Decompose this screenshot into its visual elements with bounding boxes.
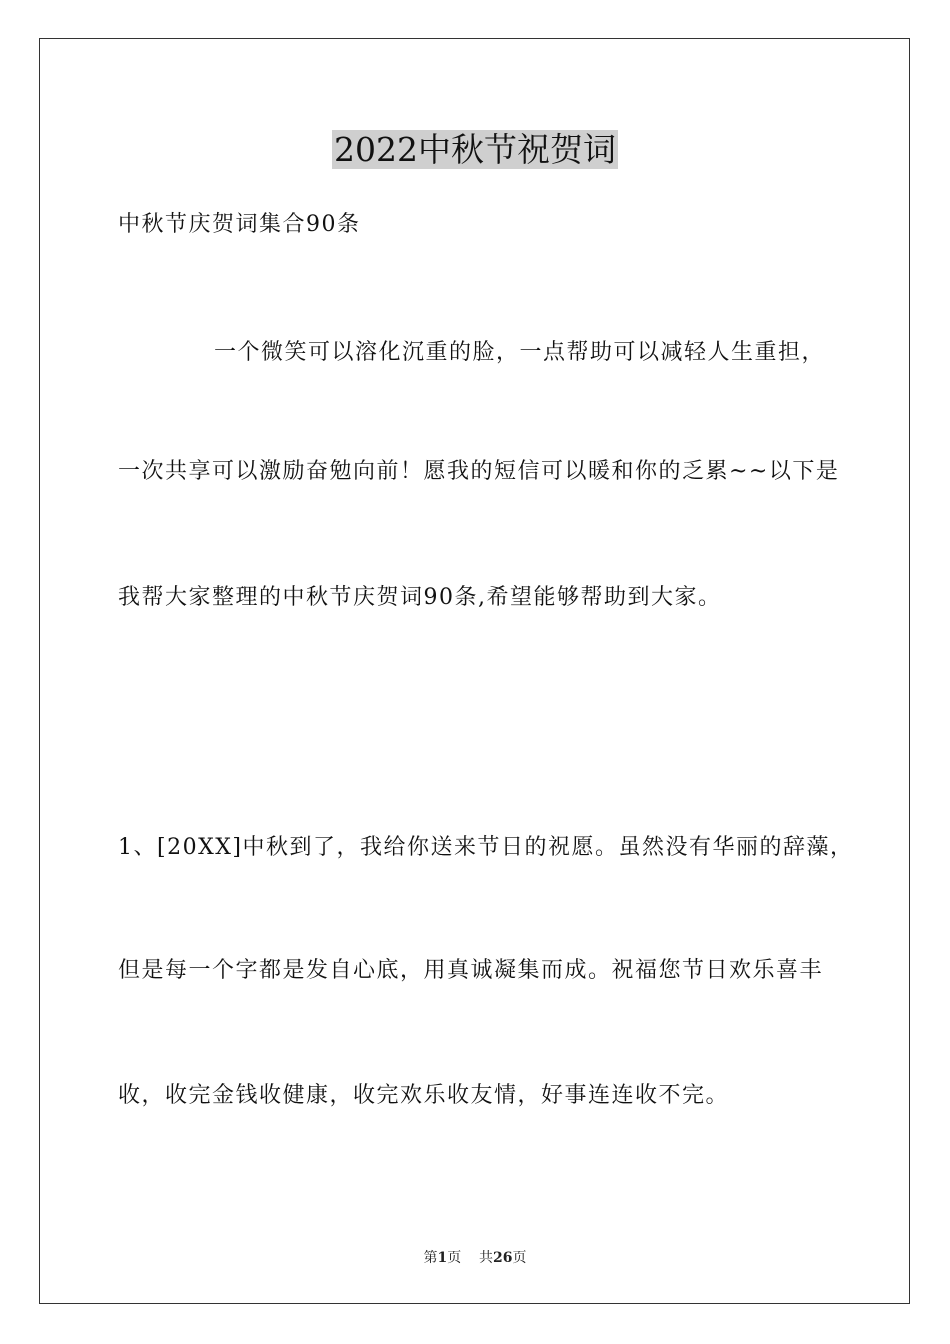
item-1-line-2: 但是每一个字都是发自心底，用真诚凝集而成。祝福您节日欢乐喜丰 xyxy=(118,958,824,983)
intro-line-1: 一个微笑可以溶化沉重的脸，一点帮助可以减轻人生重担， xyxy=(214,340,826,365)
document-subtitle: 中秋节庆贺词集合90条 xyxy=(118,212,361,237)
total-pages: 26 xyxy=(493,1250,513,1266)
title-text: 2022中秋节祝贺词 xyxy=(334,130,616,169)
page-prefix: 第 xyxy=(423,1250,438,1266)
item-1-line-1: 1、[20XX]中秋到了，我给你送来节日的祝愿。虽然没有华丽的辞藻， xyxy=(118,835,854,860)
intro-line-3: 我帮大家整理的中秋节庆贺词90条,希望能够帮助到大家。 xyxy=(118,585,722,610)
page-footer xyxy=(0,1248,950,1268)
page-number: 1 xyxy=(437,1250,448,1266)
item-1-line-3: 收，收完金钱收健康，收完欢乐收友情，好事连连收不完。 xyxy=(118,1083,730,1108)
total-suffix: 页 xyxy=(512,1250,527,1266)
intro-line-2: 一次共享可以激励奋勉向前！愿我的短信可以暖和你的乏累~~以下是 xyxy=(118,459,840,484)
total-prefix: 共 xyxy=(479,1250,494,1266)
page-suffix: 页 xyxy=(447,1250,462,1266)
document-title xyxy=(0,128,950,172)
